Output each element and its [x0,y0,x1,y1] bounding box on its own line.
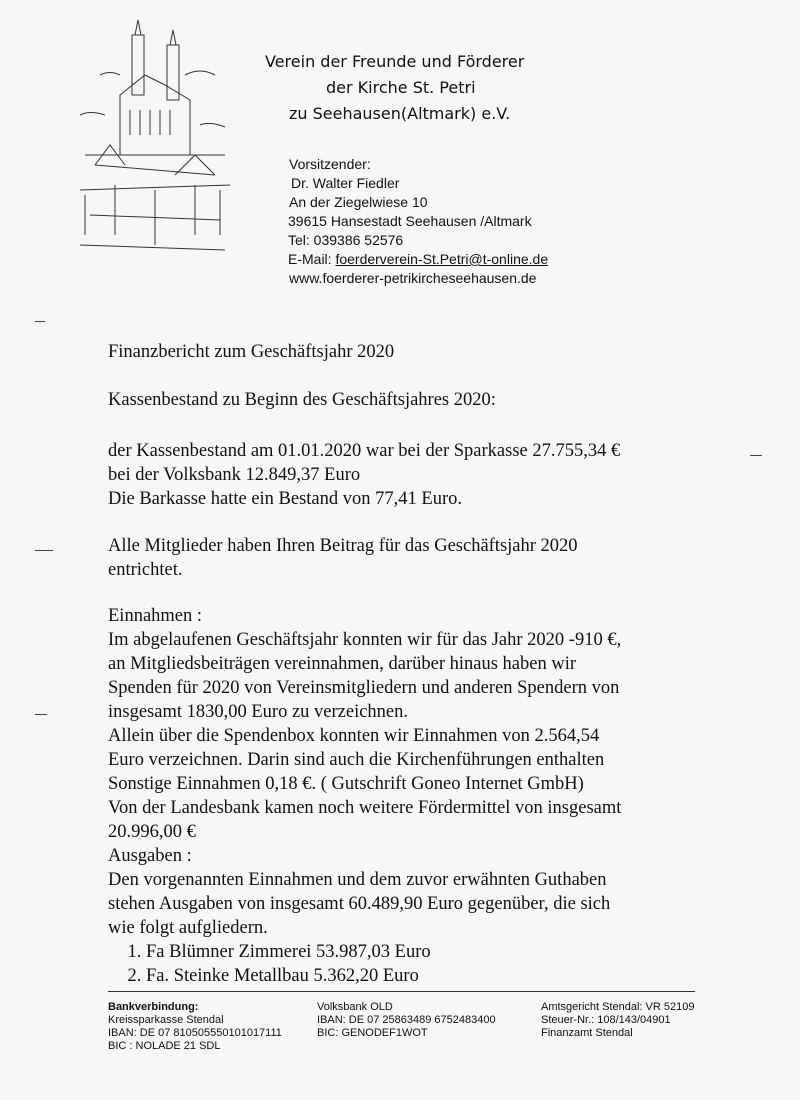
text-line: Euro verzeichnen. Darin sind auch die Kirchenführungen enthalten [108,750,605,770]
text-line: bei der Volksbank 12.849,37 Euro [108,465,361,485]
text-line: an Mitgliedsbeiträgen vereinnahmen, darüber hinaus haben wir [108,654,576,674]
footer-line: BIC: GENODEF1WOT [317,1027,428,1039]
text-line: Alle Mitglieder haben Ihren Beitrag für das Geschäftsjahr 2020 [108,536,578,556]
text-line: 20.996,00 € [108,822,196,842]
expense-item: 1. Fa Blümner Zimmerei 53.987,03 Euro [146,940,621,964]
expense-item: 2. Fa. Steinke Metallbau 5.362,20 Euro [146,964,621,988]
contact-role: Vorsitzender: [289,156,371,172]
contact-name: Dr. Walter Fiedler [291,175,400,191]
text-line: der Kassenbestand am 01.01.2020 war bei der Sparkasse 27.755,34 € [108,441,621,461]
footer-heading: Bankverbindung: [108,1001,199,1013]
footer-bank-2 [317,1001,496,1040]
email-link[interactable]: foerderverein-St.Petri@t-online.de [335,251,549,267]
report-title: Finanzbericht zum Geschäftsjahr 2020 [108,342,395,362]
text-line: Sonstige Einnahmen 0,18 €. ( Gutschrift Goneo Internet GmbH) [108,774,584,794]
contact-street: An der Ziegelwiese 10 [289,194,428,210]
opening-balance-paragraph [108,439,620,511]
text-line: Von der Landesbank kamen noch weitere Fördermittel von insgesamt [108,798,622,818]
text-line: Allein über die Spendenbox konnten wir Einnahmen von 2.564,54 [108,726,600,746]
section-opening-balance: Kassenbestand zu Beginn des Geschäftsjahres 2020: [108,390,496,410]
expense-heading: Ausgaben : [108,846,192,866]
text-line: stehen Ausgaben von insgesamt 60.489,90 Euro gegenüber, die sich [108,894,611,914]
text-line: insgesamt 1830,00 Euro zu verzeichnen. [108,702,409,722]
footer-bank-1 [108,1001,282,1053]
text-line: entrichtet. [108,560,183,580]
footer-line: Volksbank OLD [317,1001,393,1013]
org-name-line-3: zu Seehausen(Altmark) e.V. [289,104,511,123]
website-link[interactable]: www.foerderer-petrikircheseehausen.de [289,270,537,286]
contact-block [289,155,548,288]
contact-tel: Tel: 039386 52576 [288,232,404,248]
text-line: Im abgelaufenen Geschäftsjahr konnten wir für das Jahr 2020 -910 €, [108,630,622,650]
text-line: Spenden für 2020 von Vereinsmitgliedern und anderen Spendern von [108,678,620,698]
footer-line: Kreissparkasse Stendal [108,1014,224,1026]
contact-city: 39615 Hansestadt Seehausen /Altmark [288,213,532,229]
email-label: E-Mail: [288,251,336,267]
org-name-line-1: Verein der Freunde und Förderer [265,52,525,71]
text-line: Die Barkasse hatte ein Bestand von 77,41 Euro. [108,489,462,509]
org-name-line-2: der Kirche St. Petri [326,78,476,97]
text-line: wie folgt aufgliedern. [108,918,268,938]
income-heading: Einnahmen : [108,606,203,626]
footer-line: IBAN: DE 07 810505550101017111 [108,1027,282,1039]
footer-line: BIC : NOLADE 21 SDL [108,1040,221,1052]
expense-list [108,940,621,988]
text-line: Den vorgenannten Einnahmen und dem zuvor erwähnten Guthaben [108,870,607,890]
footer-line: IBAN: DE 07 25863489 6752483400 [317,1014,496,1026]
footer-line: Finanzamt Stendal [541,1027,633,1039]
membership-paragraph [108,534,578,582]
footer-line: Steuer-Nr.: 108/143/04901 [541,1014,671,1026]
income-section [108,604,621,988]
church-sketch-icon [75,15,235,270]
footer-registry [541,1001,694,1040]
footer-line: Amtsgericht Stendal: VR 52109 [541,1001,695,1013]
footer-divider [108,991,695,992]
